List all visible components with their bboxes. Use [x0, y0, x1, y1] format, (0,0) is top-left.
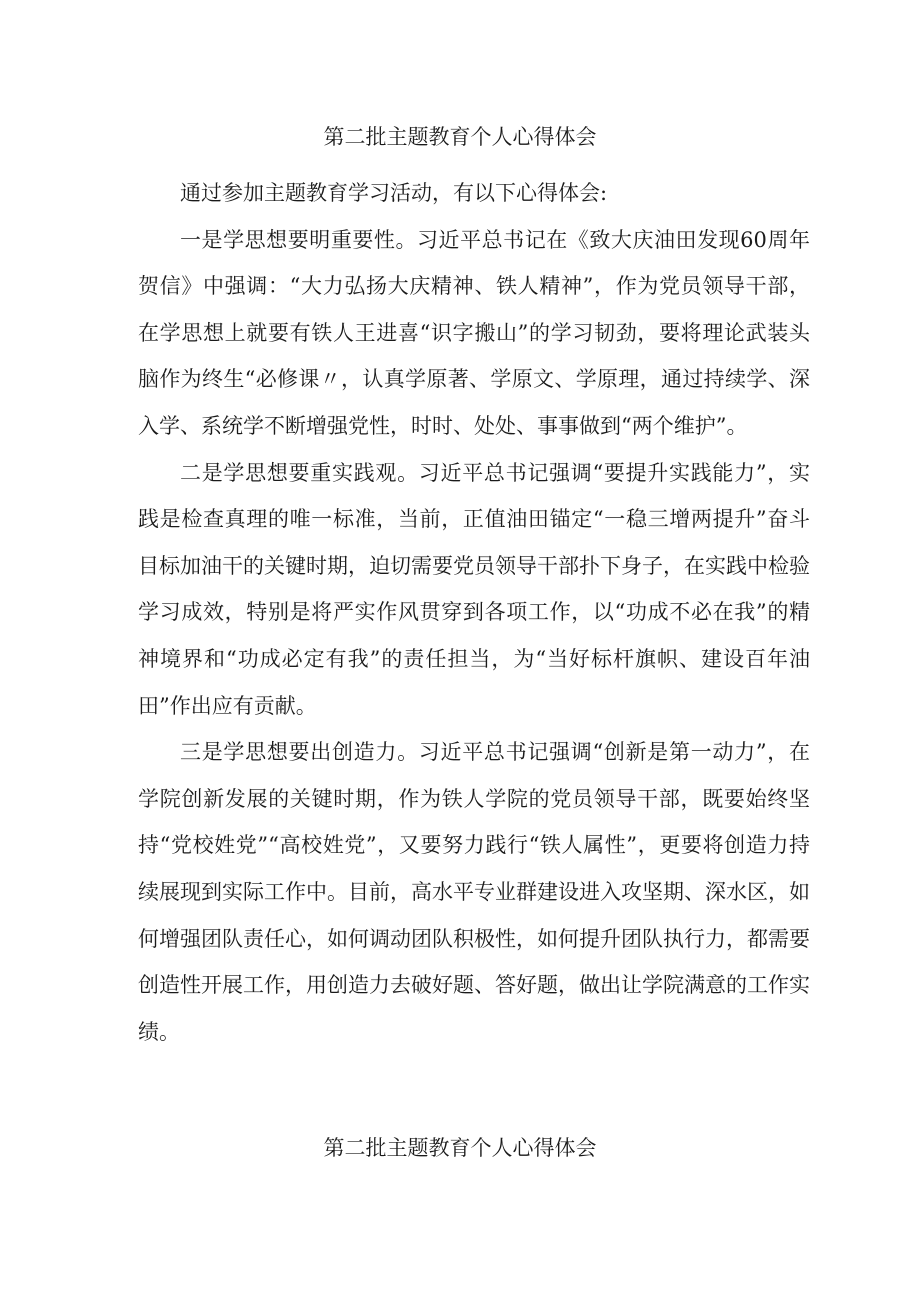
document-body: [138, 170, 810, 1055]
paragraph-second-point: 二是学思想要重实践观。习近平总书记强调“要提升实践能力”，实践是检查真理的唯一标准，当前，正值油田锚定“一稳三增两提升”奋斗目标加油干的关键时期，迫切需要党员领导干部扑下身子，在实践中检验学习成效，特别是将严实作风贯穿到各项工作，以“功成不必在我”的精神境界和“功成必定有我”的责任担当，为“当好标杆旗帜、建设百年油田”作出应有贡献。: [138, 460, 810, 718]
repeated-document-title: 第二批主题教育个人心得体会: [323, 1136, 597, 1160]
paragraph-first-point: 一是学思想要明重要性。习近平总书记在《致大庆油田发现60周年贺信》中强调：“大力弘扬大庆精神、铁人精神”，作为党员领导干部，在学思想上就要有铁人王进喜“识字搬山”的学习韧劲，要将理论武装头脑作为终生“必修课〃，认真学原著、学原文、学原理，通过持续学、深入学、系统学不断增强党性，时时、处处、事事做到“两个维护”。: [138, 227, 810, 438]
paragraph-intro: 通过参加主题教育学习活动，有以下心得体会:: [180, 181, 608, 205]
document-title: 第二批主题教育个人心得体会: [323, 125, 597, 149]
paragraph-third-point: 三是学思想要出创造力。习近平总书记强调“创新是第一动力”，在学院创新发展的关键时期，作为铁人学院的党员领导干部，既要始终坚持“党校姓党”“高校姓党”，又要努力践行“铁人属性”，更要将创造力持续展现到实际工作中。目前，高水平专业群建设进入攻坚期、深水区，如何增强团队责任心，如何调动团队积极性，如何提升团队执行力，都需要创造性开展工作，用创造力去破好题、答好题，做出让学院满意的工作实绩。: [138, 740, 810, 1044]
